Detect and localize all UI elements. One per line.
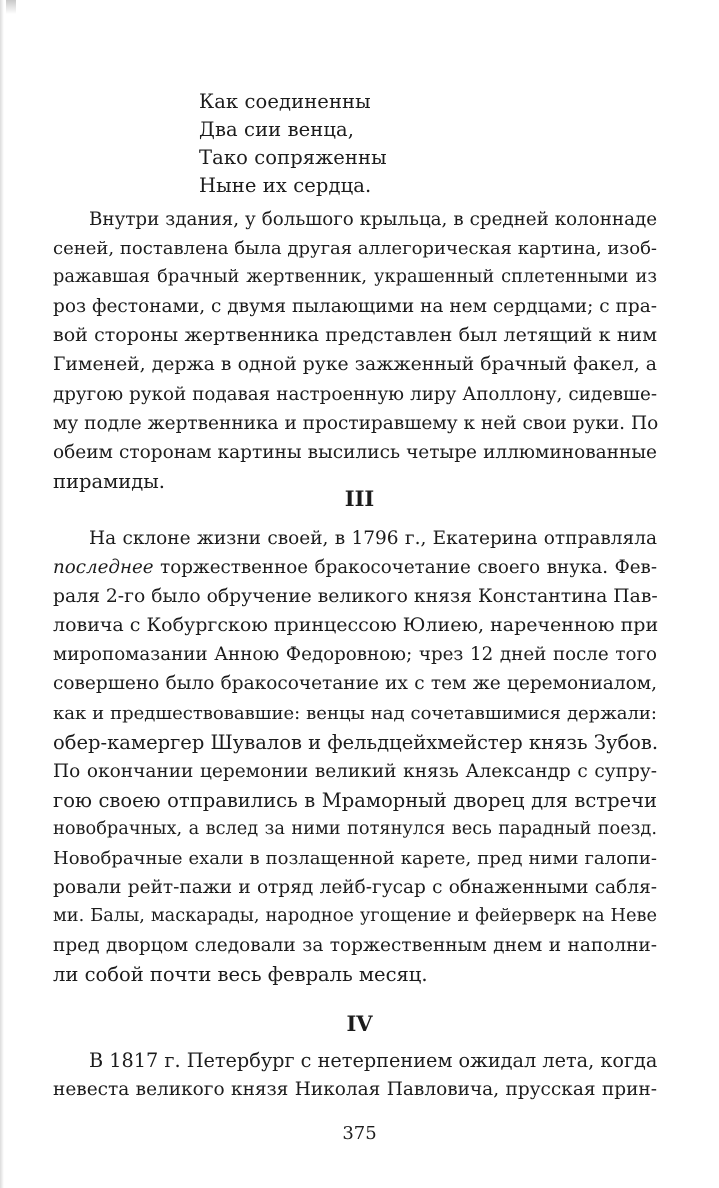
scan-corner-mark — [6, 0, 16, 14]
text-line: обеим сторонам картины высились четыре иллюминованные — [53, 441, 657, 463]
poem-line: Ныне их сердца. — [199, 174, 372, 197]
poem-line: Два сии венца, — [199, 118, 355, 141]
paragraph-1817 — [53, 1046, 658, 1104]
text-line: По окончании церемонии великий князь Александр с супру- — [53, 760, 657, 782]
chapter-heading: III — [344, 486, 375, 511]
text-line: ровали рейт-пажи и отряд лейб-гусар с обнаженными сабля- — [53, 877, 657, 899]
text-line: ли собой почти весь февраль месяц. — [53, 963, 428, 987]
text-line: обер-камергер Шувалов и фельдцейхмейстер князь Зубов. — [53, 730, 659, 754]
poem-line: Как соединенны — [199, 90, 371, 113]
text-line: ражавшая брачный жертвенник, украшенный сплетенными из — [53, 267, 657, 288]
text-line: Внутри здания, у большого крыльца, в средней колоннаде — [89, 209, 657, 230]
text-line: ми. Балы, маскарады, народное угощение и фейерверк на Неве — [53, 906, 657, 927]
text-line: пирамиды. — [53, 469, 165, 493]
text-line: Гименей, держа в одной руке зажженный брачный факел, а — [53, 354, 657, 376]
text-line: новобрачных, а вслед за ними потянулся весь парадный поезд. — [53, 818, 657, 839]
text-line: пред дворцом следовали за торжественным днем и наполни- — [53, 935, 657, 957]
text-line — [53, 553, 657, 582]
text-line: му подле жертвенника и простиравшему к ней свои руки. По — [53, 412, 659, 434]
poem-line: Тако сопряженны — [199, 146, 387, 169]
page-number: 375 — [342, 1123, 377, 1144]
text-line: другою рукой подавая настроенную лиру Аполлону, сидевше- — [53, 383, 657, 405]
text-line: роз фестонами, с двумя пылающими на нем сердцами; с пра- — [53, 296, 657, 318]
text-line: В 1817 г. Петербург с нетерпением ожидал лета, когда — [89, 1049, 658, 1072]
emphasis-word: последнее — [53, 557, 154, 579]
text-line: невеста великого князя Николая Павловича, прусская прин- — [53, 1079, 657, 1101]
text-line: ловича с Кобургскою принцессою Юлиею, нареченною при — [53, 614, 659, 637]
text-line: Новобрачные ехали в позлащенной карете, пред ними галопи- — [53, 848, 657, 870]
poem-stanza — [199, 88, 499, 200]
text-line: сеней, поставлена была другая аллегорическая картина, изоб- — [53, 238, 657, 260]
text-line: На склоне жизни своей, в 1796 г., Екатерина отправляла — [89, 528, 657, 549]
text-line: раля 2-го было обручение великого князя Константина Пав- — [53, 586, 658, 608]
chapter-heading: IV — [346, 1011, 373, 1036]
text-line: совершено было бракосочетание их с тем же церемониалом, — [53, 673, 657, 695]
paragraph-altar-painting — [53, 205, 659, 496]
text-line: гою своею отправились в Мраморный дворец для встречи — [53, 788, 657, 812]
paragraph-konstantin-wedding — [53, 524, 659, 990]
text-line: вой стороны жертвенника представлен был летящий к ним — [53, 324, 657, 347]
text-line: миропомазании Анною Федоровною; чрез 12 дней после того — [53, 644, 657, 666]
text-segment: торжественное бракосочетание своего внука. Фев- — [153, 557, 657, 579]
text-line: как и предшествовавшие: венцы над сочетавшимися держали: — [53, 702, 657, 724]
